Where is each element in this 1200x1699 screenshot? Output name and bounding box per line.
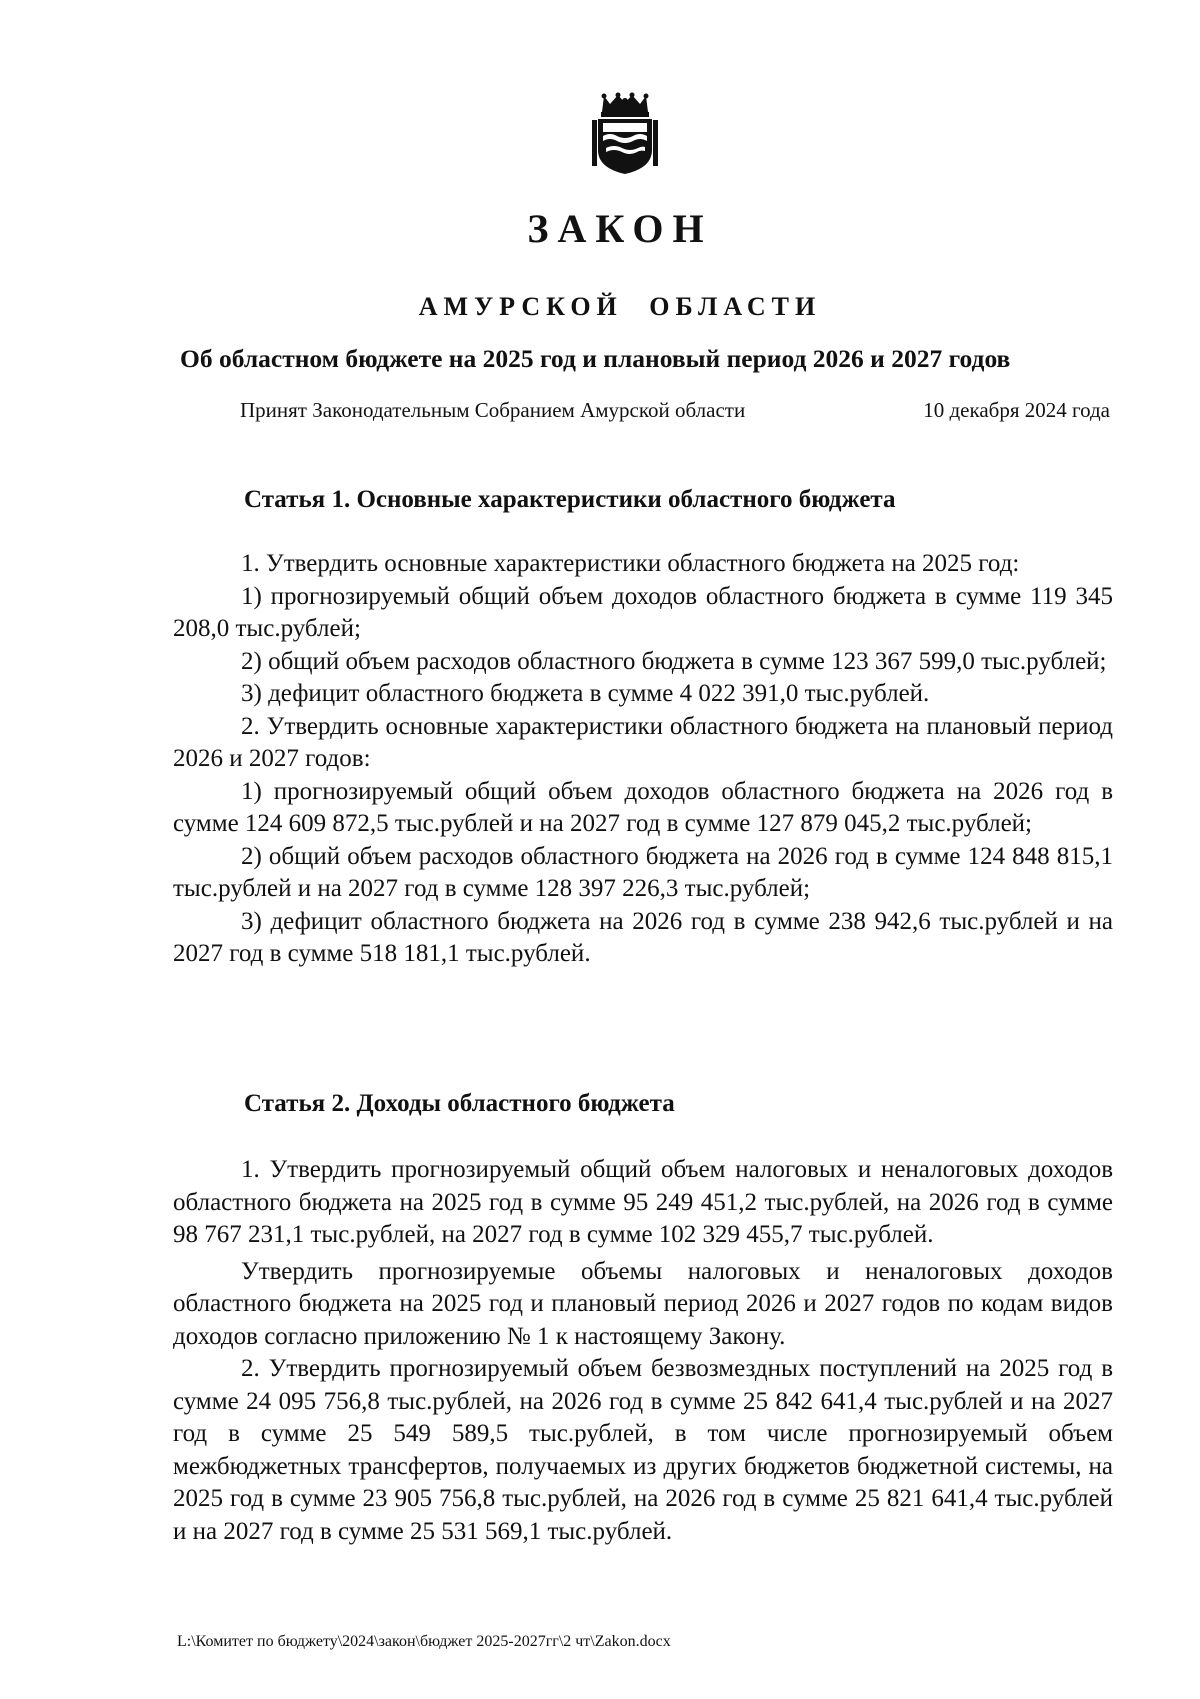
adopted-by-text: Принят Законодательным Собранием Амурской области	[240, 398, 746, 422]
article-2-paragraph: 2. Утвердить прогнозируемый объем безвозмездных поступлений на 2025 год в сумме 24 095 756,8 тыс.рублей, на 2026 год в сумме 25 842 641,4 тыс.рублей и на 2027 год в сумме 25 549 589,5 тыс.рублей, в том числе прогнозируемый объем межбюджетных трансфертов, получаемых из других бюджетов бюджетной системы, на 2025 год в сумме 23 905 756,8 тыс.рублей, на 2026 год в сумме 25 821 641,4 тыс.рублей и на 2027 год в сумме 25 531 569,1 тыс.рублей.	[173, 1355, 1113, 1545]
article-2-paragraph: 1. Утвердить прогнозируемый общий объем налоговых и неналоговых доходов областного бюджета на 2025 год в сумме 95 249 451,2 тыс.рублей, на 2026 год в сумме 98 767 231,1 тыс.рублей, на 2027 год в сумме 102 329 455,7 тыс.рублей.	[173, 1156, 1113, 1248]
article-2-paragraph: Утвердить прогнозируемые объемы налоговых и неналоговых доходов областного бюджета на 2025 год и плановый период 2026 и 2027 годов по кодам видов доходов согласно приложению № 1 к настоящему Закону.	[173, 1257, 1113, 1350]
article-1-heading: Статья 1. Основные характеристики областного бюджета	[244, 486, 896, 513]
adoption-date: 10 декабря 2024 года	[923, 398, 1110, 422]
article-1-paragraph: 2) общий объем расходов областного бюджета на 2026 год в сумме 124 848 815,1 тыс.рублей и на 2027 год в сумме 128 397 226,3 тыс.рублей;	[173, 842, 1113, 902]
article-1-paragraph: 1) прогнозируемый общий объем доходов областного бюджета на 2026 год в сумме 124 609 872,5 тыс.рублей и на 2027 год в сумме 127 879 045,2 тыс.рублей;	[173, 777, 1113, 837]
article-1-paragraph: 2) общий объем расходов областного бюджета в сумме 123 367 599,0 тыс.рублей;	[241, 647, 1107, 675]
adoption-line	[240, 398, 1110, 423]
coat-of-arms-icon	[590, 92, 660, 176]
region-title: АМУРСКОЙ ОБЛАСТИ	[418, 292, 822, 321]
article-1-paragraph: 3) дефицит областного бюджета в сумме 4 022 391,0 тыс.рублей.	[241, 680, 930, 707]
article-1-paragraph: 2. Утвердить основные характеристики областного бюджета на плановый период 2026 и 2027 годов:	[173, 712, 1113, 772]
law-title: ЗАКОН	[527, 206, 713, 251]
article-1-paragraph: 1. Утвердить основные характеристики областного бюджета на 2025 год:	[241, 550, 1020, 577]
article-1-paragraph: 3) дефицит областного бюджета на 2026 год в сумме 238 942,6 тыс.рублей и на 2027 год в сумме 518 181,1 тыс.рублей.	[173, 907, 1113, 967]
footer-file-path: L:\Комитет по бюджету\2024\закон\бюджет 2025-2027гг\2 чт\Zakon.docx	[177, 1633, 671, 1650]
article-1-body	[173, 548, 1113, 971]
article-1-paragraph: 1) прогнозируемый общий объем доходов областного бюджета в сумме 119 345 208,0 тыс.рублей;	[173, 582, 1113, 642]
document-subject: Об областном бюджете на 2025 год и плановый период 2026 и 2027 годов	[180, 344, 1011, 373]
article-2-body	[173, 1154, 1113, 1548]
article-2-heading: Статья 2. Доходы областного бюджета	[244, 1090, 675, 1117]
